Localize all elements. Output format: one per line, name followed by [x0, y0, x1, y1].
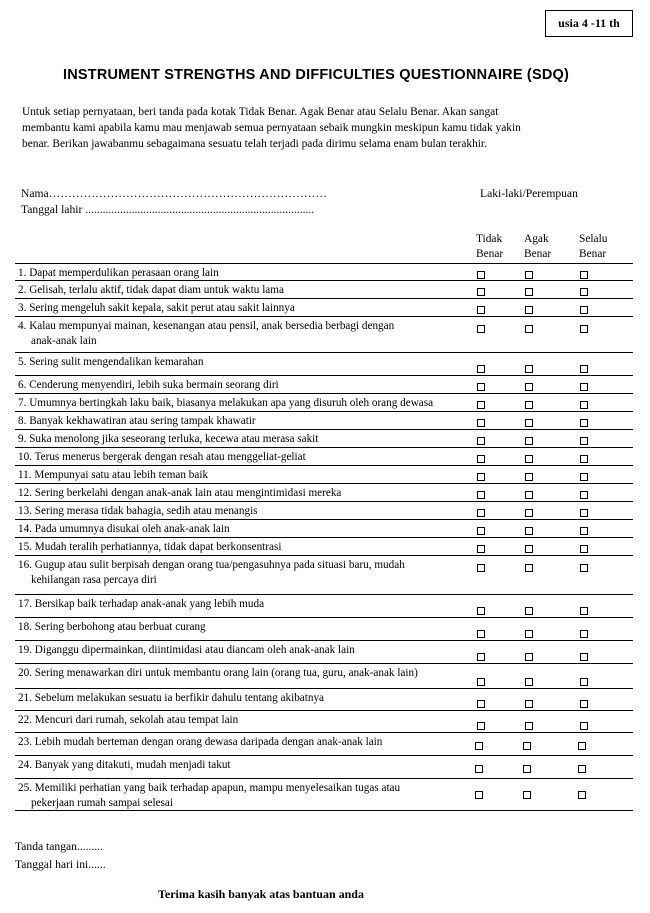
question-line: 11. Mempunyai satu atau lebih teman baik	[18, 469, 209, 481]
checkbox-tidak-benar[interactable]	[477, 306, 485, 314]
question-line: 24. Banyak yang ditakuti, mudah menjadi takut	[18, 759, 231, 771]
checkbox-agak-benar[interactable]	[525, 288, 533, 296]
question-text	[18, 468, 458, 483]
question-text	[18, 597, 458, 612]
name-field[interactable]: Nama………………………………………………………………	[21, 187, 327, 200]
question-row	[15, 483, 633, 501]
question-line: 14. Pada umumnya disukai oleh anak-anak lain	[18, 523, 230, 535]
question-row	[15, 375, 633, 393]
question-row	[15, 519, 633, 537]
checkbox-tidak-benar[interactable]	[477, 722, 485, 730]
checkbox-tidak-benar[interactable]	[477, 653, 485, 661]
question-row	[15, 688, 633, 710]
question-row	[15, 617, 633, 640]
question-row	[15, 298, 633, 316]
question-line: 19. Diganggu dipermainkan, diintimidasi atau diancam oleh anak-anak lain	[18, 644, 355, 656]
checkbox-agak-benar[interactable]	[525, 455, 533, 463]
question-row	[15, 447, 633, 465]
question-line: 10. Terus menerus bergerak dengan resah atau menggeliat-geliat	[18, 451, 306, 463]
checkbox-tidak-benar[interactable]	[477, 527, 485, 535]
question-line: 7. Umumnya bertingkah laku baik, biasanya melakukan apa yang disuruh oleh orang dewasa	[18, 397, 434, 409]
checkbox-tidak-benar[interactable]	[477, 365, 485, 373]
signature-field[interactable]: Tanda tangan.........	[15, 840, 104, 853]
checkbox-selalu-benar[interactable]	[580, 473, 588, 481]
checkbox-tidak-benar[interactable]	[477, 545, 485, 553]
checkbox-tidak-benar[interactable]	[475, 791, 483, 799]
question-row	[15, 732, 633, 755]
checkbox-agak-benar[interactable]	[525, 607, 533, 615]
checkbox-agak-benar[interactable]	[525, 700, 533, 708]
checkbox-agak-benar[interactable]	[525, 306, 533, 314]
checkbox-tidak-benar[interactable]	[477, 325, 485, 333]
question-row	[15, 710, 633, 732]
question-text	[18, 378, 458, 393]
question-text	[18, 758, 458, 773]
checkbox-agak-benar[interactable]	[525, 473, 533, 481]
column-header-line: Benar	[524, 248, 552, 260]
question-row	[15, 280, 633, 298]
question-row	[15, 501, 633, 519]
checkbox-selalu-benar[interactable]	[580, 455, 588, 463]
question-text	[18, 486, 458, 501]
column-header-line: Tidak	[476, 233, 503, 245]
question-row	[15, 429, 633, 447]
checkbox-tidak-benar[interactable]	[475, 765, 483, 773]
question-row	[15, 594, 633, 617]
question-row	[15, 316, 633, 352]
checkbox-agak-benar[interactable]	[525, 437, 533, 445]
question-text	[18, 319, 458, 349]
question-line: 23. Lebih mudah berteman dengan orang dewasa daripada dengan anak-anak lain	[18, 736, 383, 748]
page-title: INSTRUMENT STRENGTHS AND DIFFICULTIES QUESTIONNAIRE (SDQ)	[62, 67, 569, 83]
question-line: 3. Sering mengeluh sakit kepala, sakit perut atau sakit lainnya	[18, 302, 295, 314]
checkbox-selalu-benar[interactable]	[580, 365, 588, 373]
question-line: 15. Mudah teralih perhatiannya, tidak dapat berkonsentrasi	[18, 541, 282, 553]
checkbox-selalu-benar[interactable]	[578, 742, 586, 750]
question-text	[18, 396, 458, 411]
birthdate-field[interactable]: Tanggal lahir ...............................................................................	[21, 203, 315, 216]
thank-you-note: Terima kasih banyak atas bantuan anda	[158, 887, 364, 901]
checkbox-agak-benar[interactable]	[523, 765, 531, 773]
checkbox-tidak-benar[interactable]	[477, 401, 485, 409]
checkbox-tidak-benar[interactable]	[475, 742, 483, 750]
instructions-line: membantu kami apabila kamu mau menjawab semua pernyataan sebaik mungkin meskipun kamu tidak yakin	[22, 122, 521, 134]
checkbox-selalu-benar[interactable]	[580, 564, 588, 572]
question-text	[18, 666, 458, 681]
question-text	[18, 691, 458, 706]
checkbox-tidak-benar[interactable]	[477, 630, 485, 638]
question-text	[18, 735, 458, 750]
question-line: 20. Sering menawarkan diri untuk membantu orang lain (orang tua, guru, anak-anak lain)	[18, 667, 418, 679]
checkbox-selalu-benar[interactable]	[580, 419, 588, 427]
gender-field[interactable]: Laki-laki/Perempuan	[480, 187, 578, 200]
question-text	[18, 620, 458, 635]
checkbox-agak-benar[interactable]	[525, 509, 533, 517]
checkbox-selalu-benar[interactable]	[580, 491, 588, 499]
checkbox-agak-benar[interactable]	[525, 365, 533, 373]
instructions-line: Untuk setiap pernyataan, beri tanda pada kotak Tidak Benar. Agak Benar atau Selalu Benar. Akan sangat	[22, 106, 499, 118]
column-header-line: Selalu	[579, 233, 608, 245]
question-line: 17. Bersikap baik terhadap anak-anak yang lebih muda	[18, 598, 265, 610]
question-row	[15, 755, 633, 778]
question-row	[15, 663, 633, 688]
question-text	[18, 355, 458, 370]
question-line: 16. Gugup atau sulit berpisah dengan orang tua/pengasuhnya pada situasi baru, mudah	[18, 559, 405, 571]
checkbox-selalu-benar[interactable]	[578, 791, 586, 799]
checkbox-agak-benar[interactable]	[523, 742, 531, 750]
checkbox-selalu-benar[interactable]	[580, 607, 588, 615]
checkbox-tidak-benar[interactable]	[477, 383, 485, 391]
column-header-line: Benar	[579, 248, 607, 260]
question-line: pekerjaan rumah sampai selesai	[31, 797, 173, 809]
checkbox-selalu-benar[interactable]	[580, 271, 588, 279]
checkbox-selalu-benar[interactable]	[580, 678, 588, 686]
checkbox-selalu-benar[interactable]	[578, 765, 586, 773]
question-text	[18, 504, 458, 519]
question-text	[18, 522, 458, 537]
checkbox-tidak-benar[interactable]	[477, 455, 485, 463]
question-line: 13. Sering merasa tidak bahagia, sedih atau menangis	[18, 505, 258, 517]
age-range-label: usia 4 -11 th	[545, 10, 633, 37]
checkbox-tidak-benar[interactable]	[477, 607, 485, 615]
checkbox-agak-benar[interactable]	[525, 271, 533, 279]
question-row	[15, 537, 633, 555]
question-line: kehilangan rasa percaya diri	[31, 574, 157, 586]
checkbox-selalu-benar[interactable]	[580, 509, 588, 517]
checkbox-tidak-benar[interactable]	[477, 288, 485, 296]
question-text	[18, 781, 458, 811]
question-row	[15, 778, 633, 811]
checkbox-agak-benar[interactable]	[525, 419, 533, 427]
question-text	[18, 643, 458, 658]
checkbox-selalu-benar[interactable]	[580, 653, 588, 661]
checkbox-selalu-benar[interactable]	[580, 437, 588, 445]
question-line: 18. Sering berbohong atau berbuat curang	[18, 621, 206, 633]
questionnaire-table	[15, 263, 633, 811]
checkbox-selalu-benar[interactable]	[580, 700, 588, 708]
column-header-selalu-benar	[579, 232, 607, 262]
question-row	[15, 555, 633, 594]
question-line: 2. Gelisah, terlalu aktif, tidak dapat diam untuk waktu lama	[18, 284, 284, 296]
question-line: 8. Banyak kekhawatiran atau sering tampak khawatir	[18, 415, 256, 427]
question-line: 25. Memiliki perhatian yang baik terhadap apapun, mampu menyelesaikan tugas atau	[18, 782, 401, 794]
checkbox-selalu-benar[interactable]	[580, 527, 588, 535]
checkbox-agak-benar[interactable]	[525, 545, 533, 553]
instructions-line: benar. Berikan jawabanmu sebagaimana sesuatu telah terjadi pada dirimu selama enam bulan terakhir.	[22, 138, 487, 150]
checkbox-agak-benar[interactable]	[525, 491, 533, 499]
column-header-agak-benar	[524, 232, 551, 262]
checkbox-selalu-benar[interactable]	[580, 545, 588, 553]
checkbox-agak-benar[interactable]	[525, 653, 533, 661]
question-text	[18, 713, 458, 728]
question-line: 4. Kalau mempunyai mainan, kesenangan atau pensil, anak bersedia berbagi dengan	[18, 320, 395, 332]
question-text	[18, 301, 458, 316]
instructions	[22, 104, 570, 152]
checkbox-selalu-benar[interactable]	[580, 383, 588, 391]
question-line: 22. Mencuri dari rumah, sekolah atau tempat lain	[18, 714, 239, 726]
checkbox-tidak-benar[interactable]	[477, 700, 485, 708]
checkbox-agak-benar[interactable]	[525, 722, 533, 730]
question-line: 9. Suka menolong jika seseorang terluka, kecewa atau merasa sakit	[18, 433, 319, 445]
checkbox-selalu-benar[interactable]	[580, 630, 588, 638]
checkbox-agak-benar[interactable]	[525, 564, 533, 572]
checkbox-agak-benar[interactable]	[525, 325, 533, 333]
checkbox-agak-benar[interactable]	[525, 383, 533, 391]
question-row	[15, 640, 633, 663]
checkbox-tidak-benar[interactable]	[477, 419, 485, 427]
question-text	[18, 283, 458, 298]
question-row	[15, 465, 633, 483]
checkbox-selalu-benar[interactable]	[580, 722, 588, 730]
checkbox-selalu-benar[interactable]	[580, 401, 588, 409]
question-text	[18, 266, 458, 281]
checkbox-agak-benar[interactable]	[525, 401, 533, 409]
question-row	[15, 352, 633, 375]
question-line: 5. Sering sulit mengendalikan kemarahan	[18, 356, 204, 368]
question-text	[18, 414, 458, 429]
question-row	[15, 411, 633, 429]
checkbox-selalu-benar[interactable]	[580, 325, 588, 333]
checkbox-agak-benar[interactable]	[525, 527, 533, 535]
checkbox-tidak-benar[interactable]	[477, 473, 485, 481]
checkbox-agak-benar[interactable]	[523, 791, 531, 799]
question-text	[18, 450, 458, 465]
question-line: anak-anak lain	[31, 335, 97, 347]
question-text	[18, 540, 458, 555]
question-line: 12. Sering berkelahi dengan anak-anak lain atau mengintimidasi mereka	[18, 487, 342, 499]
checkbox-tidak-benar[interactable]	[477, 271, 485, 279]
checkbox-selalu-benar[interactable]	[580, 288, 588, 296]
checkbox-agak-benar[interactable]	[525, 630, 533, 638]
checkbox-tidak-benar[interactable]	[477, 678, 485, 686]
question-text	[18, 432, 458, 447]
column-header-line: Benar	[476, 248, 504, 260]
date-field[interactable]: Tanggal hari ini......	[15, 858, 106, 871]
question-text	[18, 558, 458, 588]
question-line: 21. Sebelum melakukan sesuatu ia berfikir dahulu tentang akibatnya	[18, 692, 325, 704]
question-row	[15, 393, 633, 411]
question-line: 6. Cenderung menyendiri, lebih suka bermain seorang diri	[18, 379, 279, 391]
column-header-tidak-benar	[476, 232, 503, 262]
question-row	[15, 263, 633, 280]
question-line: 1. Dapat memperdulikan perasaan orang lain	[18, 267, 219, 279]
checkbox-agak-benar[interactable]	[525, 678, 533, 686]
checkbox-selalu-benar[interactable]	[580, 306, 588, 314]
checkbox-tidak-benar[interactable]	[477, 564, 485, 572]
checkbox-tidak-benar[interactable]	[477, 437, 485, 445]
checkbox-tidak-benar[interactable]	[477, 491, 485, 499]
checkbox-tidak-benar[interactable]	[477, 509, 485, 517]
column-header-line: Agak	[524, 233, 549, 245]
